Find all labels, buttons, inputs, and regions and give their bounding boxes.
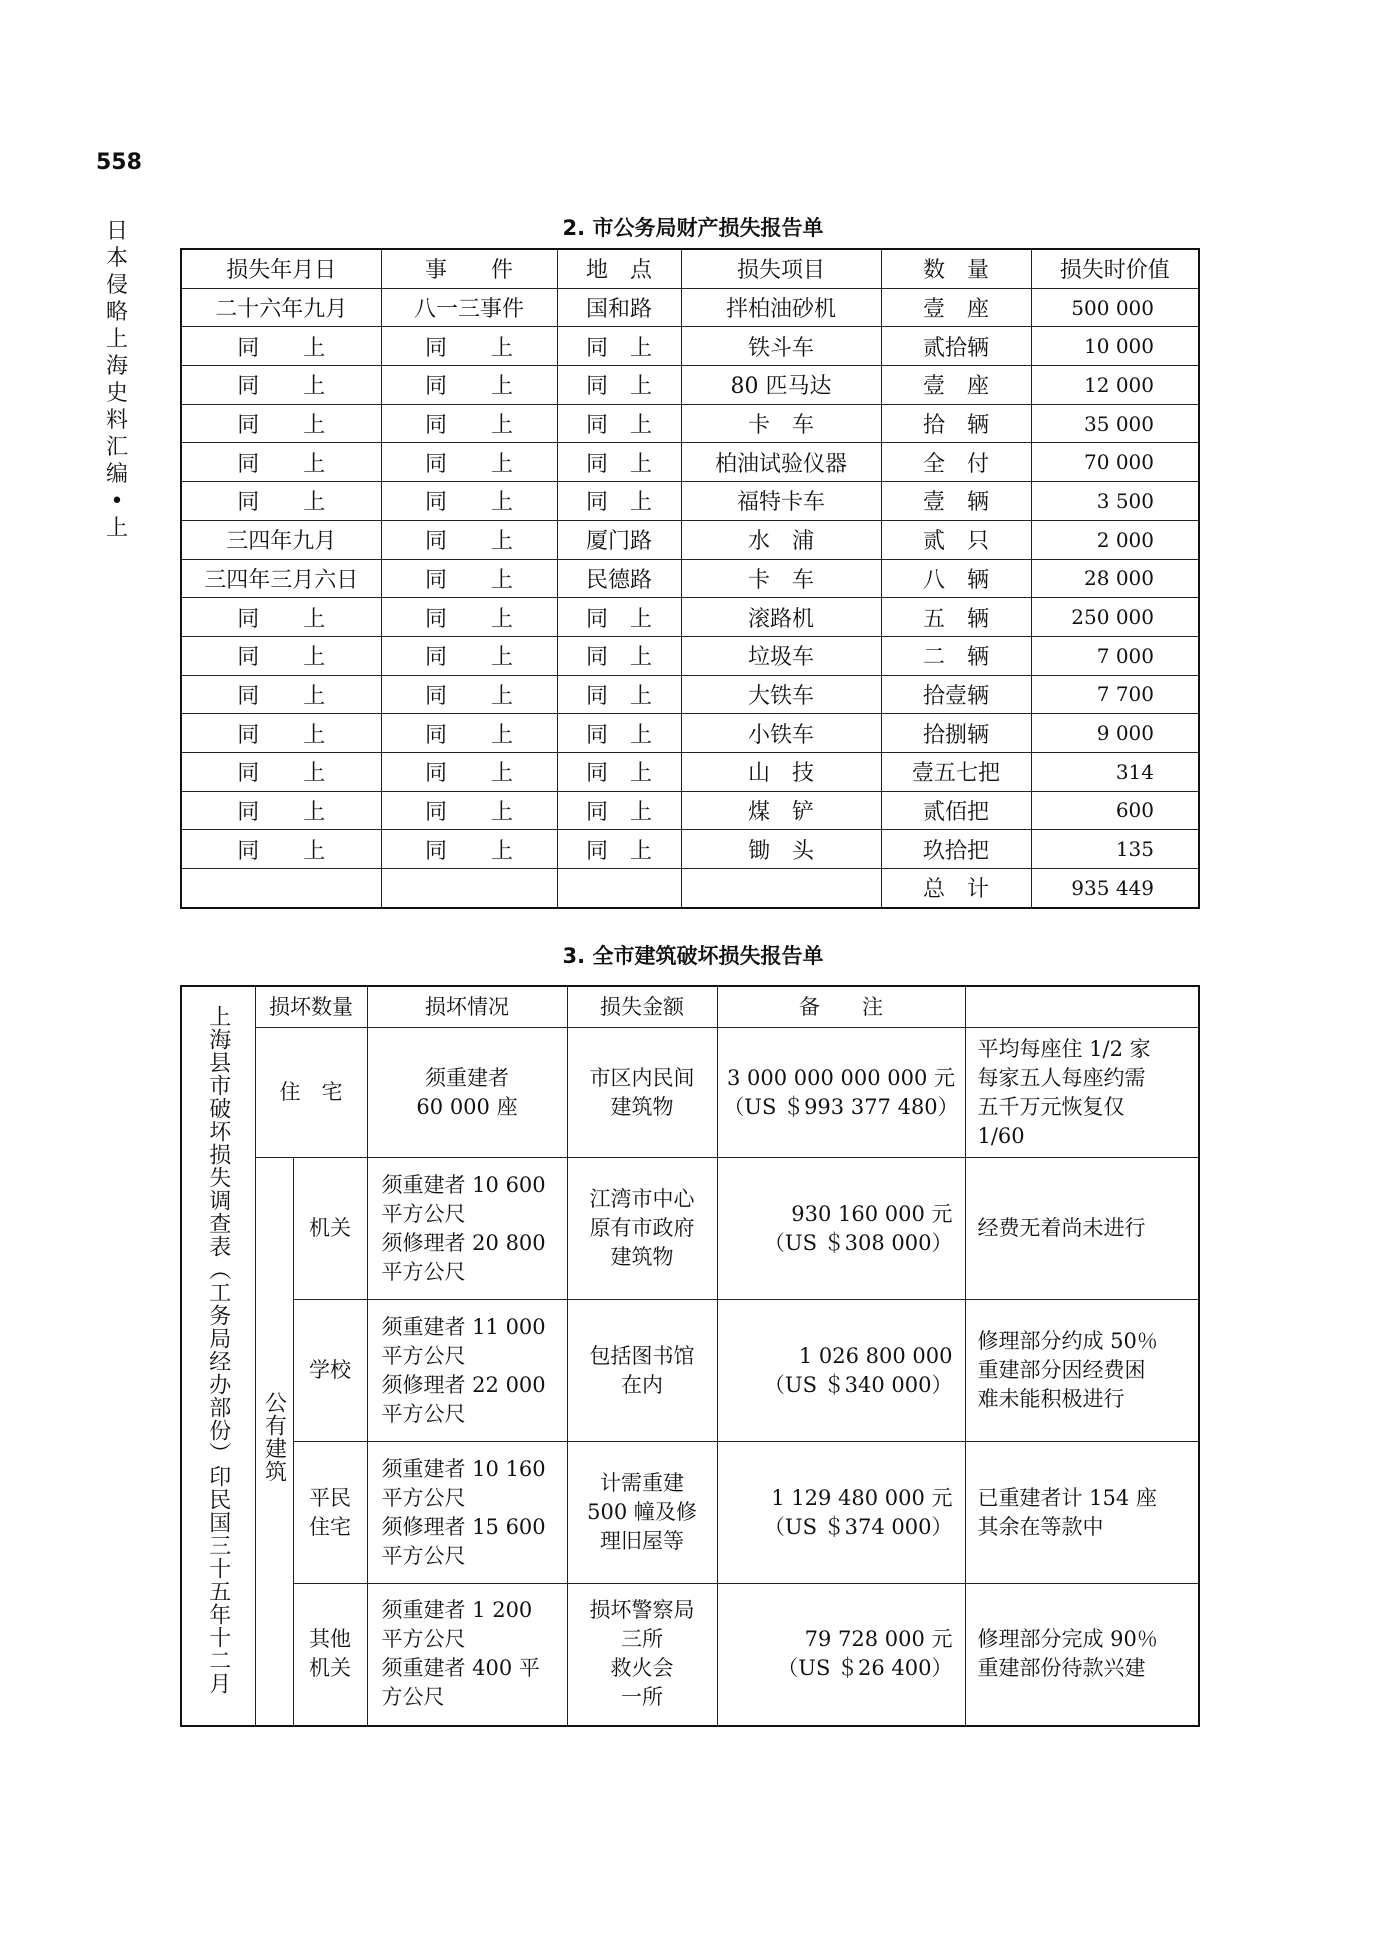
running-header-char: 侵	[105, 273, 128, 298]
total-row	[181, 869, 1199, 908]
remarks	[965, 1442, 1199, 1584]
cell-line: 1/60	[977, 1123, 1025, 1148]
running-header-char: 日	[105, 219, 128, 244]
public-building-row	[181, 1584, 1199, 1726]
cell-line: 3 000 000 000 000 元	[726, 1065, 956, 1090]
damage-situation	[567, 1158, 717, 1300]
running-header	[103, 218, 131, 542]
cell-item: 80 匹马达	[681, 366, 881, 405]
cell-line: 一所	[621, 1685, 663, 1710]
category-label	[293, 1300, 367, 1442]
cell-line: 经费无着尚未进行	[977, 1216, 1146, 1240]
cell-line: 1 026 800 000	[798, 1343, 953, 1368]
cell-line: 其他	[309, 1627, 351, 1652]
cell-item: 卡 车	[681, 559, 881, 598]
header-remarks: 备 注	[717, 986, 965, 1028]
table3-title: 3. 全市建筑破坏损失报告单	[562, 944, 824, 968]
cell-line: （US ＄308 000）	[763, 1230, 953, 1255]
public-building-label: 公有建筑	[255, 1158, 293, 1726]
cell-line: 平民	[309, 1485, 351, 1510]
damage-quantity	[367, 1300, 567, 1442]
public-building-row	[181, 1442, 1199, 1584]
cell-line: 500 幢及修	[587, 1500, 697, 1524]
running-header-char: 料	[105, 408, 128, 433]
table-row	[181, 675, 1199, 714]
remarks	[965, 1300, 1199, 1442]
cell-location: 厦门路	[557, 520, 681, 559]
cell-event: 同 上	[381, 598, 557, 637]
damage-quantity	[367, 1158, 567, 1300]
cell-value: 2 000	[1031, 520, 1199, 559]
cell-value: 10 000	[1031, 327, 1199, 366]
cell-date: 同 上	[181, 830, 381, 869]
cell-line: 须重建者	[425, 1065, 509, 1090]
total-label: 总 计	[881, 869, 1031, 908]
cell-quantity: 拾捌辆	[881, 714, 1031, 753]
cell-line: 重建部份待款兴建	[977, 1656, 1146, 1681]
cell-location: 同 上	[557, 830, 681, 869]
cell-quantity: 壹 辆	[881, 482, 1031, 521]
cell-line: 已重建者计 154 座	[977, 1485, 1157, 1510]
cell-line: （US ＄374 000）	[763, 1514, 953, 1539]
table-row	[181, 288, 1199, 327]
damage-situation	[567, 1584, 717, 1726]
table-header-row	[181, 249, 1199, 288]
cell-line: 五千万元恢复仅	[977, 1094, 1125, 1119]
total-empty	[681, 869, 881, 908]
cell-line: 在内	[621, 1372, 663, 1397]
cell-item: 山 技	[681, 752, 881, 791]
total-value: 935 449	[1031, 869, 1199, 908]
cell-quantity: 贰拾辆	[881, 327, 1031, 366]
cell-event: 同 上	[381, 675, 557, 714]
cell-date: 同 上	[181, 752, 381, 791]
running-header-char: 略	[105, 300, 128, 325]
cell-item: 锄 头	[681, 830, 881, 869]
cell-line: 79 728 000 元	[804, 1627, 953, 1652]
category-label	[293, 1584, 367, 1726]
cell-line: 平方公尺	[381, 1343, 466, 1368]
cell-line: 每家五人每座约需	[977, 1065, 1146, 1090]
damage-quantity	[367, 1442, 567, 1584]
cell-item: 福特卡车	[681, 482, 881, 521]
cell-date: 同 上	[181, 598, 381, 637]
table-row	[181, 636, 1199, 675]
public-building-row	[181, 1300, 1199, 1442]
cell-event: 同 上	[381, 830, 557, 869]
table-row	[181, 404, 1199, 443]
cell-date: 同 上	[181, 443, 381, 482]
residence-row	[181, 1028, 1199, 1158]
table-row	[181, 559, 1199, 598]
cell-line: 理旧屋等	[600, 1529, 684, 1553]
total-empty	[181, 869, 381, 908]
remarks	[965, 1158, 1199, 1300]
page-number: 558	[96, 150, 142, 175]
cell-line: 平方公尺	[381, 1627, 466, 1652]
header-item: 损失项目	[681, 249, 881, 288]
cell-location: 国和路	[557, 288, 681, 327]
cell-event: 同 上	[381, 482, 557, 521]
cell-line: 江湾市中心	[589, 1187, 695, 1211]
cell-event: 同 上	[381, 443, 557, 482]
cell-location: 同 上	[557, 404, 681, 443]
cell-quantity: 全 付	[881, 443, 1031, 482]
header-blank	[965, 986, 1199, 1028]
cell-item: 煤 铲	[681, 791, 881, 830]
header-value: 损失时价值	[1031, 249, 1199, 288]
cell-location: 同 上	[557, 791, 681, 830]
cell-value: 314	[1031, 752, 1199, 791]
running-header-char: •	[110, 489, 124, 514]
damage-situation	[567, 1300, 717, 1442]
cell-line: 平方公尺	[381, 1259, 466, 1284]
cell-value: 135	[1031, 830, 1199, 869]
cell-item: 滚路机	[681, 598, 881, 637]
building-damage-table	[180, 985, 1200, 1727]
cell-quantity: 玖拾把	[881, 830, 1031, 869]
table-row	[181, 714, 1199, 753]
cell-date: 同 上	[181, 482, 381, 521]
cell-line: 损坏警察局	[589, 1598, 695, 1623]
cell-line: 须重建者 400 平	[381, 1656, 540, 1681]
running-header-char: 上	[105, 327, 128, 352]
remarks	[965, 1584, 1199, 1726]
table-row	[181, 598, 1199, 637]
cell-line: 计需重建	[600, 1471, 684, 1495]
cell-date: 同 上	[181, 327, 381, 366]
cell-line: 修理部分约成 50％	[977, 1329, 1158, 1353]
cell-line: 平方公尺	[381, 1485, 466, 1510]
cell-quantity: 壹 座	[881, 366, 1031, 405]
cell-line: 须重建者 10 600	[381, 1172, 546, 1197]
cell-item: 卡 车	[681, 404, 881, 443]
table3-header-row	[181, 986, 1199, 1028]
cell-line: 平方公尺	[381, 1201, 466, 1226]
cell-line: 须修理者 22 000	[381, 1372, 546, 1397]
cell-event: 同 上	[381, 791, 557, 830]
cell-line: 建筑物	[610, 1245, 674, 1269]
cell-line: 1 129 480 000 元	[771, 1485, 953, 1510]
cell-value: 7 700	[1031, 675, 1199, 714]
cell-item: 拌柏油砂机	[681, 288, 881, 327]
loss-amount	[717, 1584, 965, 1726]
cell-event: 八一三事件	[381, 288, 557, 327]
cell-value: 250 000	[1031, 598, 1199, 637]
residence-situation	[567, 1028, 717, 1158]
cell-value: 35 000	[1031, 404, 1199, 443]
cell-location: 同 上	[557, 714, 681, 753]
cell-line: 平均每座住 1/2 家	[977, 1036, 1151, 1061]
table-row	[181, 482, 1199, 521]
public-building-row	[181, 1158, 1199, 1300]
cell-location: 同 上	[557, 752, 681, 791]
cell-line: 建筑物	[610, 1094, 674, 1119]
header-quantity: 数 量	[881, 249, 1031, 288]
cell-location: 同 上	[557, 636, 681, 675]
cell-value: 7 000	[1031, 636, 1199, 675]
cell-quantity: 贰 只	[881, 520, 1031, 559]
cell-location: 民德路	[557, 559, 681, 598]
loss-amount	[717, 1442, 965, 1584]
running-header-char: 海	[105, 354, 128, 379]
cell-line: 三所	[621, 1627, 663, 1652]
cell-quantity: 贰佰把	[881, 791, 1031, 830]
cell-date: 三四年三月六日	[181, 559, 381, 598]
cell-value: 500 000	[1031, 288, 1199, 327]
cell-line: 其余在等款中	[977, 1514, 1104, 1539]
cell-event: 同 上	[381, 636, 557, 675]
cell-location: 同 上	[557, 327, 681, 366]
table-row	[181, 752, 1199, 791]
running-header-char: 上	[105, 516, 128, 541]
cell-event: 同 上	[381, 366, 557, 405]
cell-quantity: 五 辆	[881, 598, 1031, 637]
cell-line: 方公尺	[381, 1685, 445, 1710]
cell-line: 救火会	[610, 1656, 674, 1681]
cell-line: 930 160 000 元	[791, 1201, 953, 1226]
running-header-char: 编	[105, 462, 128, 487]
cell-line: （US ＄993 377 480）	[723, 1094, 959, 1119]
header-loss-amount: 损失金额	[567, 986, 717, 1028]
category-label	[293, 1442, 367, 1584]
cell-event: 同 上	[381, 559, 557, 598]
cell-event: 同 上	[381, 520, 557, 559]
cell-item: 大铁车	[681, 675, 881, 714]
cell-location: 同 上	[557, 675, 681, 714]
cell-line: 须修理者 15 600	[381, 1514, 546, 1539]
cell-line: 修理部分完成 90％	[977, 1627, 1158, 1652]
header-event: 事 件	[381, 249, 557, 288]
header-location: 地 点	[557, 249, 681, 288]
table-row	[181, 520, 1199, 559]
cell-value: 3 500	[1031, 482, 1199, 521]
cell-date: 同 上	[181, 366, 381, 405]
cell-location: 同 上	[557, 482, 681, 521]
residence-quantity	[367, 1028, 567, 1158]
header-date: 损失年月日	[181, 249, 381, 288]
cell-location: 同 上	[557, 366, 681, 405]
header-damage-situation: 损坏情况	[367, 986, 567, 1028]
running-header-char: 史	[105, 381, 128, 406]
table-row	[181, 366, 1199, 405]
cell-line: 市区内民间	[589, 1065, 695, 1090]
category-label	[293, 1158, 367, 1300]
cell-item: 柏油试验仪器	[681, 443, 881, 482]
cell-line: 学校	[309, 1358, 351, 1382]
cell-line: （US ＄26 400）	[777, 1656, 953, 1681]
residence-amount	[717, 1028, 965, 1158]
cell-quantity: 拾 辆	[881, 404, 1031, 443]
cell-line: 机关	[309, 1656, 351, 1681]
cell-value: 600	[1031, 791, 1199, 830]
total-empty	[557, 869, 681, 908]
table-row	[181, 327, 1199, 366]
survey-side-label: 上海县市破坏损失调查表（工务局经办部份）印民国三十五年十二月	[181, 986, 255, 1726]
loss-amount	[717, 1158, 965, 1300]
cell-event: 同 上	[381, 327, 557, 366]
cell-item: 铁斗车	[681, 327, 881, 366]
cell-line: （US ＄340 000）	[763, 1372, 953, 1397]
cell-line: 须重建者 1 200	[381, 1598, 533, 1623]
cell-quantity: 二 辆	[881, 636, 1031, 675]
table-row	[181, 791, 1199, 830]
cell-date: 同 上	[181, 404, 381, 443]
cell-item: 水 浦	[681, 520, 881, 559]
cell-event: 同 上	[381, 752, 557, 791]
cell-event: 同 上	[381, 404, 557, 443]
table2-title: 2. 市公务局财产损失报告单	[562, 216, 824, 240]
cell-value: 12 000	[1031, 366, 1199, 405]
cell-quantity: 壹 座	[881, 288, 1031, 327]
residence-label: 住 宅	[255, 1028, 367, 1158]
cell-item: 垃圾车	[681, 636, 881, 675]
cell-quantity: 壹五七把	[881, 752, 1031, 791]
cell-item: 小铁车	[681, 714, 881, 753]
cell-line: 平方公尺	[381, 1401, 466, 1426]
damage-quantity	[367, 1584, 567, 1726]
header-damage-quantity: 损坏数量	[255, 986, 367, 1028]
cell-date: 二十六年九月	[181, 288, 381, 327]
cell-quantity: 八 辆	[881, 559, 1031, 598]
cell-location: 同 上	[557, 443, 681, 482]
cell-value: 9 000	[1031, 714, 1199, 753]
cell-date: 同 上	[181, 636, 381, 675]
cell-line: 平方公尺	[381, 1543, 466, 1568]
cell-value: 28 000	[1031, 559, 1199, 598]
cell-date: 同 上	[181, 675, 381, 714]
running-header-char: 汇	[105, 435, 128, 460]
cell-event: 同 上	[381, 714, 557, 753]
cell-line: 须重建者 10 160	[381, 1456, 546, 1481]
damage-situation	[567, 1442, 717, 1584]
running-header-char: 本	[105, 246, 128, 271]
cell-line: 重建部分因经费困	[977, 1358, 1146, 1382]
cell-line: 须重建者 11 000	[381, 1314, 546, 1339]
cell-line: 住宅	[309, 1514, 351, 1539]
property-loss-table	[180, 248, 1200, 909]
cell-quantity: 拾壹辆	[881, 675, 1031, 714]
cell-date: 同 上	[181, 791, 381, 830]
loss-amount	[717, 1300, 965, 1442]
cell-date: 三四年九月	[181, 520, 381, 559]
cell-line: 难未能积极进行	[977, 1387, 1125, 1411]
cell-value: 70 000	[1031, 443, 1199, 482]
total-empty	[381, 869, 557, 908]
table-row	[181, 443, 1199, 482]
cell-line: 60 000 座	[416, 1094, 518, 1119]
cell-line: 须修理者 20 800	[381, 1230, 546, 1255]
table-row	[181, 830, 1199, 869]
cell-line: 包括图书馆	[589, 1343, 695, 1368]
cell-line: 机关	[309, 1216, 351, 1240]
cell-date: 同 上	[181, 714, 381, 753]
residence-note	[965, 1028, 1199, 1158]
cell-location: 同 上	[557, 598, 681, 637]
cell-line: 原有市政府	[589, 1216, 695, 1240]
